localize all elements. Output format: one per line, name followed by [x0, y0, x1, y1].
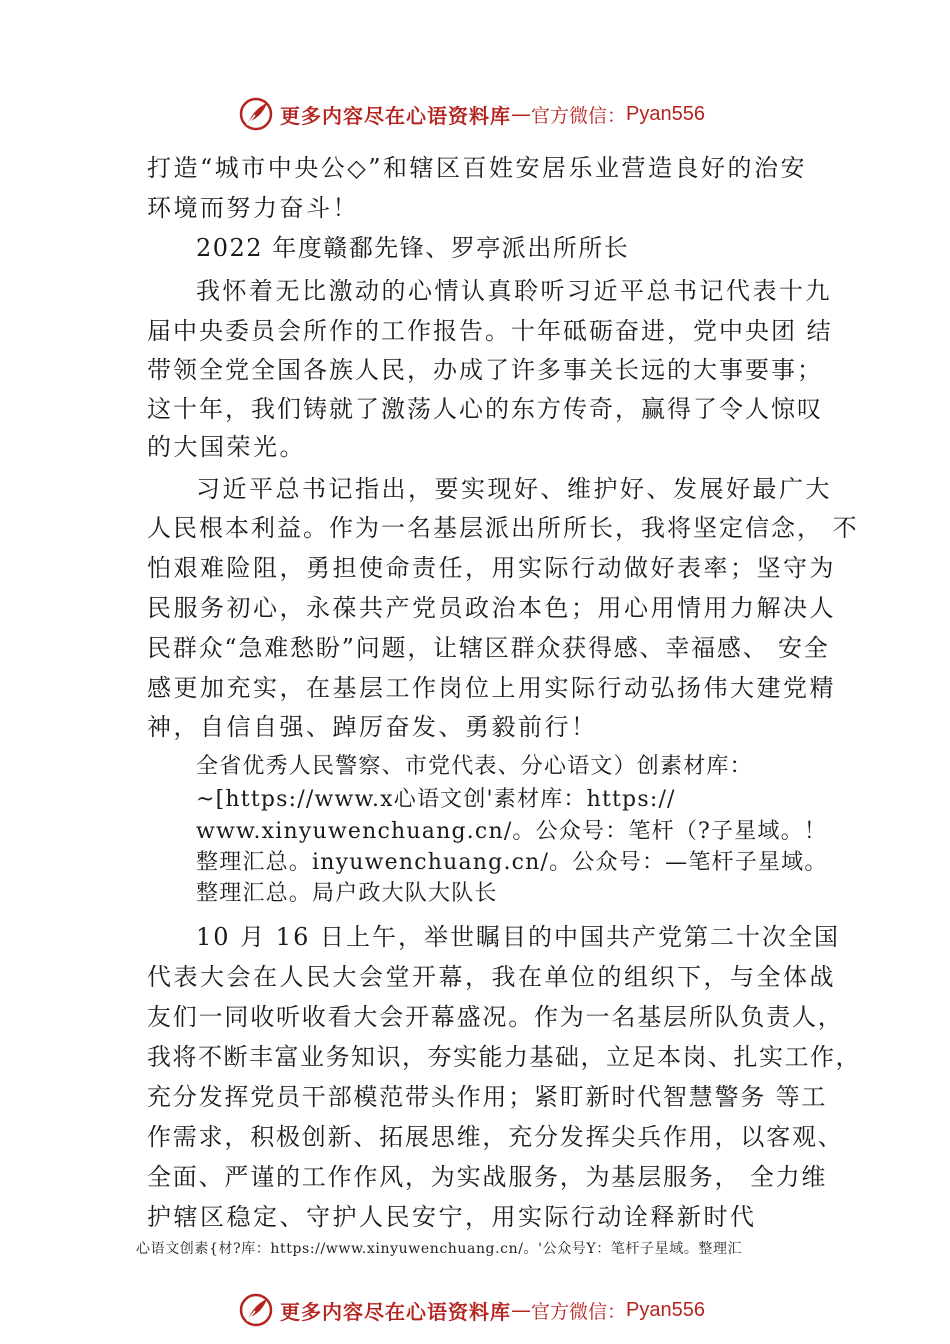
text-line: 民服务初心，永葆共产党员政治本色；用心用情用力解决人 — [147, 594, 836, 622]
text-line: 10 月 16 日上午，举世瞩目的中国共产党第二十次全国 — [196, 923, 840, 951]
banner-wechat-code: Pyan556 — [626, 1298, 705, 1321]
feather-pen-logo-icon — [238, 96, 274, 132]
banner-subtitle: 官方微信： — [531, 104, 627, 127]
feather-pen-logo-icon — [238, 1292, 274, 1328]
text-line: 怕艰难险阻，勇担使命责任，用实际行动做好表率；坚守为 — [147, 554, 836, 582]
text-line: 友们一同收听收看大会开幕盛况。作为一名基层所队负责人， — [147, 1003, 844, 1031]
text-line: 护辖区稳定、守护人民安宁，用实际行动诠释新时代 — [147, 1203, 757, 1231]
banner-title: 更多内容尽在心语资料库 — [280, 103, 511, 128]
text-line: 我怀着无比激动的心情认真聆听习近平总书记代表十九 — [196, 277, 832, 305]
text-line: www.xinyuwenchuang.cn/。公众号：笔杆（?子星域。！ — [196, 819, 828, 844]
banner-subtitle: 官方微信： — [531, 1300, 627, 1323]
footer-banner — [238, 1290, 705, 1330]
text-line: 打造“城市中央公◇”和辖区百姓安居乐业营造良好的治安 — [147, 154, 807, 182]
text-line: 届中央委员会所作的工作报告。十年砥砺奋进，党中央团 结 — [147, 317, 833, 345]
text-line: 这十年，我们铸就了激荡人心的东方传奇，赢得了令人惊叹 — [147, 395, 823, 423]
text-line: 的大国荣光。 — [147, 433, 306, 461]
text-line: 民群众“急难愁盼”问题，让辖区群众获得感、幸福感、 安全 — [147, 634, 830, 662]
text-line: 整理汇总。inyuwenchuang.cn/。公众号：—笔杆子星域。 — [196, 850, 828, 875]
text-line: 神，自信自强、踔厉奋发、勇毅前行！ — [147, 713, 598, 741]
banner-title: 更多内容尽在心语资料库 — [280, 1299, 511, 1324]
text-line: 我将不断丰富业务知识，夯实能力基础，立足本岗、扎实工作， — [147, 1043, 861, 1071]
header-banner — [238, 94, 705, 134]
text-line: 习近平总书记指出，要实现好、维护好、发展好最广大 — [196, 475, 832, 503]
text-line: 带领全党全国各族人民，办成了许多事关长远的大事要事； — [147, 356, 823, 384]
banner-separator: — — [511, 1298, 531, 1322]
text-line: 2022 年度赣鄱先锋、罗亭派出所所长 — [196, 234, 630, 262]
text-line: 环境而努力奋斗！ — [147, 194, 359, 222]
text-line: 代表大会在人民大会堂开幕，我在单位的组织下，与全体战 — [147, 963, 836, 991]
text-line: ~[https://www.x心语文创'素材库：https:// — [196, 787, 676, 812]
text-line: 作需求，积极创新、拓展思维，充分发挥尖兵作用，以客观、 — [147, 1123, 844, 1151]
footer-source-note: 心语文创素{材?库：https://www.xinyuwenchuang.cn/。'公众号Y：笔杆子星域。整理汇 — [136, 1241, 743, 1257]
banner-separator: — — [511, 102, 531, 126]
text-line: 整理汇总。局户政大队大队长 — [196, 881, 498, 906]
banner-wechat-code: Pyan556 — [626, 102, 705, 125]
text-line: 全省优秀人民警察、市党代表、分心语文）创素材库： — [196, 754, 753, 779]
text-line: 充分发挥党员干部模范带头作用；紧盯新时代智慧警务 等工 — [147, 1083, 828, 1111]
text-line: 感更加充实，在基层工作岗位上用实际行动弘扬伟大建党精 — [147, 674, 836, 702]
text-line: 人民根本利益。作为一名基层派出所所长，我将坚定信念， 不 — [147, 514, 859, 542]
text-line: 全面、严谨的工作作风，为实战服务，为基层服务， 全力维 — [147, 1163, 828, 1191]
